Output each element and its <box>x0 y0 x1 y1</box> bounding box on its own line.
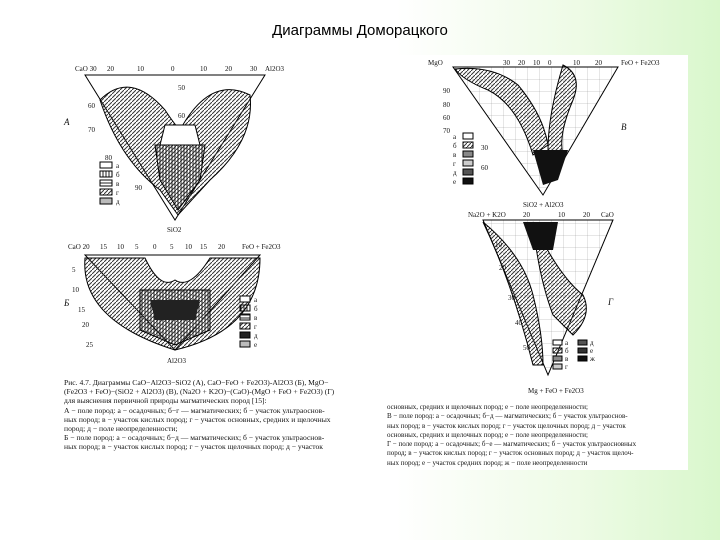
svg-text:20: 20 <box>583 211 590 219</box>
diagram-b <box>63 243 281 365</box>
legend-g <box>553 339 595 371</box>
svg-text:в: в <box>254 314 258 322</box>
svg-text:г: г <box>254 323 257 331</box>
svg-text:20: 20 <box>107 65 114 73</box>
diagram-g <box>468 211 614 395</box>
svg-text:а: а <box>453 133 457 141</box>
svg-text:10: 10 <box>573 59 580 67</box>
svg-text:10: 10 <box>72 286 79 294</box>
svg-text:а: а <box>565 339 569 347</box>
svg-text:CaO: CaO <box>601 211 614 219</box>
svg-text:5: 5 <box>72 266 76 274</box>
svg-text:10: 10 <box>185 243 192 251</box>
svg-text:а: а <box>254 296 258 304</box>
legend-a <box>100 162 120 206</box>
svg-text:10: 10 <box>495 241 502 249</box>
legend-v <box>453 133 473 186</box>
svg-text:20: 20 <box>82 321 89 329</box>
svg-text:Al2O3: Al2O3 <box>265 65 285 73</box>
svg-text:60: 60 <box>481 164 488 172</box>
svg-text:ж: ж <box>590 355 595 363</box>
svg-text:е: е <box>453 178 457 186</box>
svg-text:40: 40 <box>515 319 522 327</box>
svg-text:50: 50 <box>178 84 185 92</box>
svg-text:г: г <box>453 160 456 168</box>
svg-text:10: 10 <box>533 59 540 67</box>
scanned-figure-left <box>60 50 393 470</box>
scanned-figure-right <box>383 55 688 470</box>
svg-text:б: б <box>116 171 120 179</box>
svg-text:20: 20 <box>218 243 225 251</box>
caption-left: Рис. 4.7. Диаграммы CaO−Al2O3−SiO2 (А), CaO−FeO + Fe2O3)-Al2O3 (Б), MgO− (Fe2O3 + FeO)−(SiO2 + Al2O3) (В), (Na2O + K2O)−(CaO)-(MgO + FeO + Fe2O3) (Г) для выяснения первичной природы магматических пород [15]: А − поле пород: а − осадочных; б−г — магматических; б − участок ультраоснов- ных пород; в − участок кислых пород; г − участок основных, средних и щелочных пород; д − поле неопределенности; Б − поле пород: а − осадочных; б−д — магматических; б − участок ультраоснов- ных пород; в − участок кислых пород; г − участок щелочных пород; д − участок <box>64 378 335 452</box>
svg-text:5: 5 <box>135 243 139 251</box>
svg-text:20: 20 <box>595 59 602 67</box>
svg-text:90: 90 <box>135 184 142 192</box>
slide-title: Диаграммы Доморацкого <box>272 22 448 39</box>
svg-text:а: а <box>116 162 120 170</box>
svg-text:30: 30 <box>503 59 510 67</box>
svg-text:б: б <box>565 347 569 355</box>
svg-text:60: 60 <box>88 102 95 110</box>
axis-top-a <box>75 65 285 73</box>
svg-text:50: 50 <box>523 344 530 352</box>
svg-text:90: 90 <box>443 87 450 95</box>
svg-text:0: 0 <box>548 59 552 67</box>
caption-right: основных, средних и щелочных пород; е − поле неопределенности; В − поле пород: а − осадочных; б−д — магматических; б − участок ультраоснов- ных пород; в − участок кислых пород; г − участок щелочных пород; д − участок основных, средних и щелочных пород; е − поле неопределенности; Г − поле пород: а − осадочных; б−е — магматических; б − участок ультраосновных пород; в − участок кислых пород; г − участок основных пород; д − участок щелоч- ных пород; е − участок средних пород; ж − поле неопределенности <box>387 403 637 467</box>
svg-text:CaO 20: CaO 20 <box>68 243 90 251</box>
svg-text:60: 60 <box>443 114 450 122</box>
svg-text:б: б <box>254 305 258 313</box>
svg-text:Б: Б <box>64 298 70 308</box>
svg-text:в: в <box>116 180 120 188</box>
svg-text:25: 25 <box>86 341 93 349</box>
svg-text:SiO2 + Al2O3: SiO2 + Al2O3 <box>523 201 564 209</box>
svg-text:SiO2: SiO2 <box>167 226 182 234</box>
svg-text:г: г <box>116 189 119 197</box>
svg-text:80: 80 <box>443 101 450 109</box>
svg-text:10: 10 <box>558 211 565 219</box>
svg-text:20: 20 <box>518 59 525 67</box>
svg-text:20: 20 <box>225 65 232 73</box>
diagram-a <box>63 65 285 234</box>
svg-text:10: 10 <box>200 65 207 73</box>
svg-text:30: 30 <box>508 294 515 302</box>
diagram-v <box>428 59 660 209</box>
svg-text:20: 20 <box>523 211 530 219</box>
svg-text:FeO + Fe2O3: FeO + Fe2O3 <box>621 59 660 67</box>
svg-text:Na2O + K2O: Na2O + K2O <box>468 211 506 219</box>
svg-text:д: д <box>254 332 258 340</box>
svg-text:А: А <box>64 117 70 127</box>
svg-text:Mg + FeO + Fe2O3: Mg + FeO + Fe2O3 <box>528 387 584 395</box>
svg-text:30: 30 <box>250 65 257 73</box>
svg-text:10: 10 <box>117 243 124 251</box>
svg-text:В: В <box>621 122 627 132</box>
svg-text:б: б <box>453 142 457 150</box>
svg-text:70: 70 <box>443 127 450 135</box>
svg-text:15: 15 <box>100 243 107 251</box>
svg-text:15: 15 <box>200 243 207 251</box>
svg-text:CaO 30: CaO 30 <box>75 65 97 73</box>
svg-text:Г: Г <box>608 297 614 307</box>
svg-text:30: 30 <box>481 144 488 152</box>
svg-text:15: 15 <box>78 306 85 314</box>
svg-text:е: е <box>590 347 594 355</box>
svg-text:в: в <box>453 151 457 159</box>
svg-text:д: д <box>116 198 120 206</box>
svg-text:д: д <box>590 339 594 347</box>
svg-text:MgO: MgO <box>428 59 443 67</box>
svg-text:FeO + Fe2O3: FeO + Fe2O3 <box>242 243 281 251</box>
svg-text:10: 10 <box>137 65 144 73</box>
svg-text:0: 0 <box>171 65 175 73</box>
svg-text:д: д <box>453 169 457 177</box>
axis-top-b <box>68 243 281 251</box>
svg-text:Al2O3: Al2O3 <box>167 357 187 365</box>
svg-text:5: 5 <box>170 243 174 251</box>
svg-text:е: е <box>254 341 258 349</box>
svg-text:0: 0 <box>153 243 157 251</box>
svg-text:в: в <box>565 355 569 363</box>
svg-text:20: 20 <box>499 264 506 272</box>
svg-text:80: 80 <box>105 154 112 162</box>
svg-text:60: 60 <box>178 112 185 120</box>
svg-text:70: 70 <box>88 126 95 134</box>
svg-text:г: г <box>565 363 568 371</box>
